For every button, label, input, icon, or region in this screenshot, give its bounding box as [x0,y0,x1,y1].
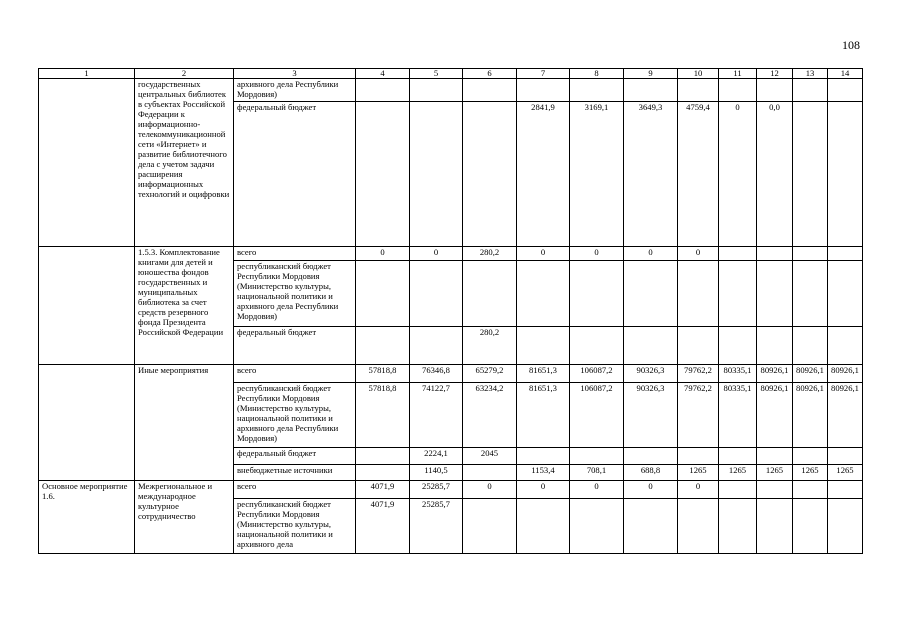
column-number-header: 8 [570,69,624,79]
event-name-cell: государственных центральных библиотек в субъектах Российской Федерации к информационно-телекоммуникационной сети «Интернет» и развитие библиотечного дела с учетом задачи расширения информационных технологий и оцифровки [135,79,234,247]
value-cell [410,327,463,365]
value-cell [719,327,757,365]
value-cell [793,499,828,554]
value-cell: 0 [463,481,517,499]
value-cell [678,79,719,102]
value-cell: 0 [517,247,570,261]
value-cell [757,327,793,365]
funding-source-cell: архивного дела Республики Мордовия) [234,79,356,102]
value-cell [356,448,410,465]
value-cell: 280,2 [463,247,517,261]
funding-source-cell: всего [234,481,356,499]
value-cell [678,448,719,465]
value-cell: 25285,7 [410,481,463,499]
value-cell [828,79,863,102]
value-cell [624,499,678,554]
event-name-cell: 1.5.3. Комплектование книгами для детей и юношества фондов государственных и муниципальных библиотека за счет средств резервного фонда Президента Российской Федерации [135,247,234,365]
value-cell [828,448,863,465]
value-cell [356,327,410,365]
value-cell: 80926,1 [828,383,863,448]
value-cell [719,448,757,465]
value-cell [356,102,410,247]
column-number-header: 7 [517,69,570,79]
value-cell: 2224,1 [410,448,463,465]
value-cell: 80926,1 [757,383,793,448]
value-cell: 2045 [463,448,517,465]
value-cell [624,261,678,327]
value-cell: 106087,2 [570,365,624,383]
value-cell [828,261,863,327]
table-row [39,365,863,383]
value-cell: 79762,2 [678,365,719,383]
value-cell [828,327,863,365]
header-row [39,69,863,79]
column-number-header: 5 [410,69,463,79]
table-row [39,481,863,499]
value-cell: 106087,2 [570,383,624,448]
funding-source-cell: федеральный бюджет [234,327,356,365]
funding-source-cell: республиканский бюджет Республики Мордовия (Министерство культуры, национальной политики и архивного дела [234,499,356,554]
funding-source-cell: федеральный бюджет [234,448,356,465]
value-cell [793,327,828,365]
value-cell: 81651,3 [517,365,570,383]
column-number-header: 2 [135,69,234,79]
value-cell: 1153,4 [517,465,570,481]
value-cell: 80926,1 [793,383,828,448]
value-cell [793,79,828,102]
value-cell [410,79,463,102]
value-cell [570,327,624,365]
value-cell [678,261,719,327]
value-cell: 57818,8 [356,365,410,383]
value-cell [828,481,863,499]
value-cell [719,499,757,554]
value-cell: 80926,1 [828,365,863,383]
value-cell [624,79,678,102]
value-cell: 0 [624,481,678,499]
event-code-cell [39,365,135,481]
value-cell: 80926,1 [757,365,793,383]
value-cell: 0 [410,247,463,261]
value-cell [410,261,463,327]
value-cell: 0 [719,102,757,247]
value-cell [757,499,793,554]
table-row [39,247,863,261]
value-cell: 0 [678,247,719,261]
event-code-cell: Основное мероприятие 1.6. [39,481,135,554]
value-cell [793,448,828,465]
value-cell [757,247,793,261]
value-cell: 63234,2 [463,383,517,448]
value-cell [757,481,793,499]
value-cell: 80926,1 [793,365,828,383]
funding-source-cell: республиканский бюджет Республики Мордовия (Министерство культуры, национальной политики и архивного дела Республики Мордовия) [234,261,356,327]
funding-source-cell: внебюджетные источники [234,465,356,481]
event-code-cell [39,79,135,247]
value-cell [719,79,757,102]
value-cell: 0 [570,481,624,499]
value-cell [828,499,863,554]
value-cell [570,261,624,327]
value-cell [828,247,863,261]
value-cell [570,448,624,465]
value-cell [624,448,678,465]
column-number-header: 3 [234,69,356,79]
event-code-cell [39,247,135,365]
value-cell: 4759,4 [678,102,719,247]
value-cell [793,481,828,499]
value-cell [463,102,517,247]
value-cell: 76346,8 [410,365,463,383]
value-cell: 708,1 [570,465,624,481]
value-cell: 3649,3 [624,102,678,247]
value-cell: 3169,1 [570,102,624,247]
value-cell [624,327,678,365]
funding-source-cell: всего [234,247,356,261]
value-cell: 4071,9 [356,499,410,554]
value-cell: 0 [570,247,624,261]
value-cell [570,79,624,102]
value-cell [757,448,793,465]
value-cell [463,499,517,554]
funding-source-cell: федеральный бюджет [234,102,356,247]
page-number: 108 [842,38,860,52]
budget-table [38,68,863,554]
value-cell [356,261,410,327]
value-cell [678,499,719,554]
column-number-header: 13 [793,69,828,79]
value-cell [463,261,517,327]
value-cell: 0,0 [757,102,793,247]
value-cell: 1265 [793,465,828,481]
column-number-header: 4 [356,69,410,79]
value-cell [757,261,793,327]
value-cell [517,327,570,365]
value-cell [719,247,757,261]
value-cell [793,261,828,327]
value-cell [517,79,570,102]
value-cell [463,465,517,481]
value-cell: 280,2 [463,327,517,365]
value-cell: 0 [356,247,410,261]
value-cell: 1140,5 [410,465,463,481]
table-row [39,79,863,102]
column-number-header: 11 [719,69,757,79]
value-cell [719,481,757,499]
value-cell [410,102,463,247]
value-cell [828,102,863,247]
value-cell: 1265 [678,465,719,481]
value-cell: 1265 [757,465,793,481]
value-cell [463,79,517,102]
value-cell [719,261,757,327]
value-cell [570,499,624,554]
column-number-header: 6 [463,69,517,79]
funding-source-cell: республиканский бюджет Республики Мордовия (Министерство культуры, национальной политики и архивного дела Республики Мордовия) [234,383,356,448]
column-number-header: 10 [678,69,719,79]
event-name-cell: Иные мероприятия [135,365,234,481]
value-cell: 25285,7 [410,499,463,554]
column-number-header: 14 [828,69,863,79]
column-number-header: 12 [757,69,793,79]
value-cell: 1265 [828,465,863,481]
value-cell: 81651,3 [517,383,570,448]
value-cell [517,499,570,554]
value-cell: 4071,9 [356,481,410,499]
value-cell [793,102,828,247]
value-cell: 90326,3 [624,365,678,383]
value-cell [757,79,793,102]
value-cell: 80335,1 [719,383,757,448]
event-name-cell: Межрегиональное и международное культурное сотрудничество [135,481,234,554]
value-cell: 1265 [719,465,757,481]
column-number-header: 9 [624,69,678,79]
value-cell: 65279,2 [463,365,517,383]
value-cell [793,247,828,261]
value-cell [356,465,410,481]
value-cell: 90326,3 [624,383,678,448]
value-cell: 0 [517,481,570,499]
value-cell [356,79,410,102]
column-number-header: 1 [39,69,135,79]
funding-source-cell: всего [234,365,356,383]
value-cell [517,448,570,465]
value-cell: 57818,8 [356,383,410,448]
value-cell: 2841,9 [517,102,570,247]
value-cell: 0 [624,247,678,261]
value-cell [678,327,719,365]
value-cell: 688,8 [624,465,678,481]
value-cell: 80335,1 [719,365,757,383]
value-cell: 79762,2 [678,383,719,448]
value-cell: 74122,7 [410,383,463,448]
value-cell: 0 [678,481,719,499]
value-cell [517,261,570,327]
